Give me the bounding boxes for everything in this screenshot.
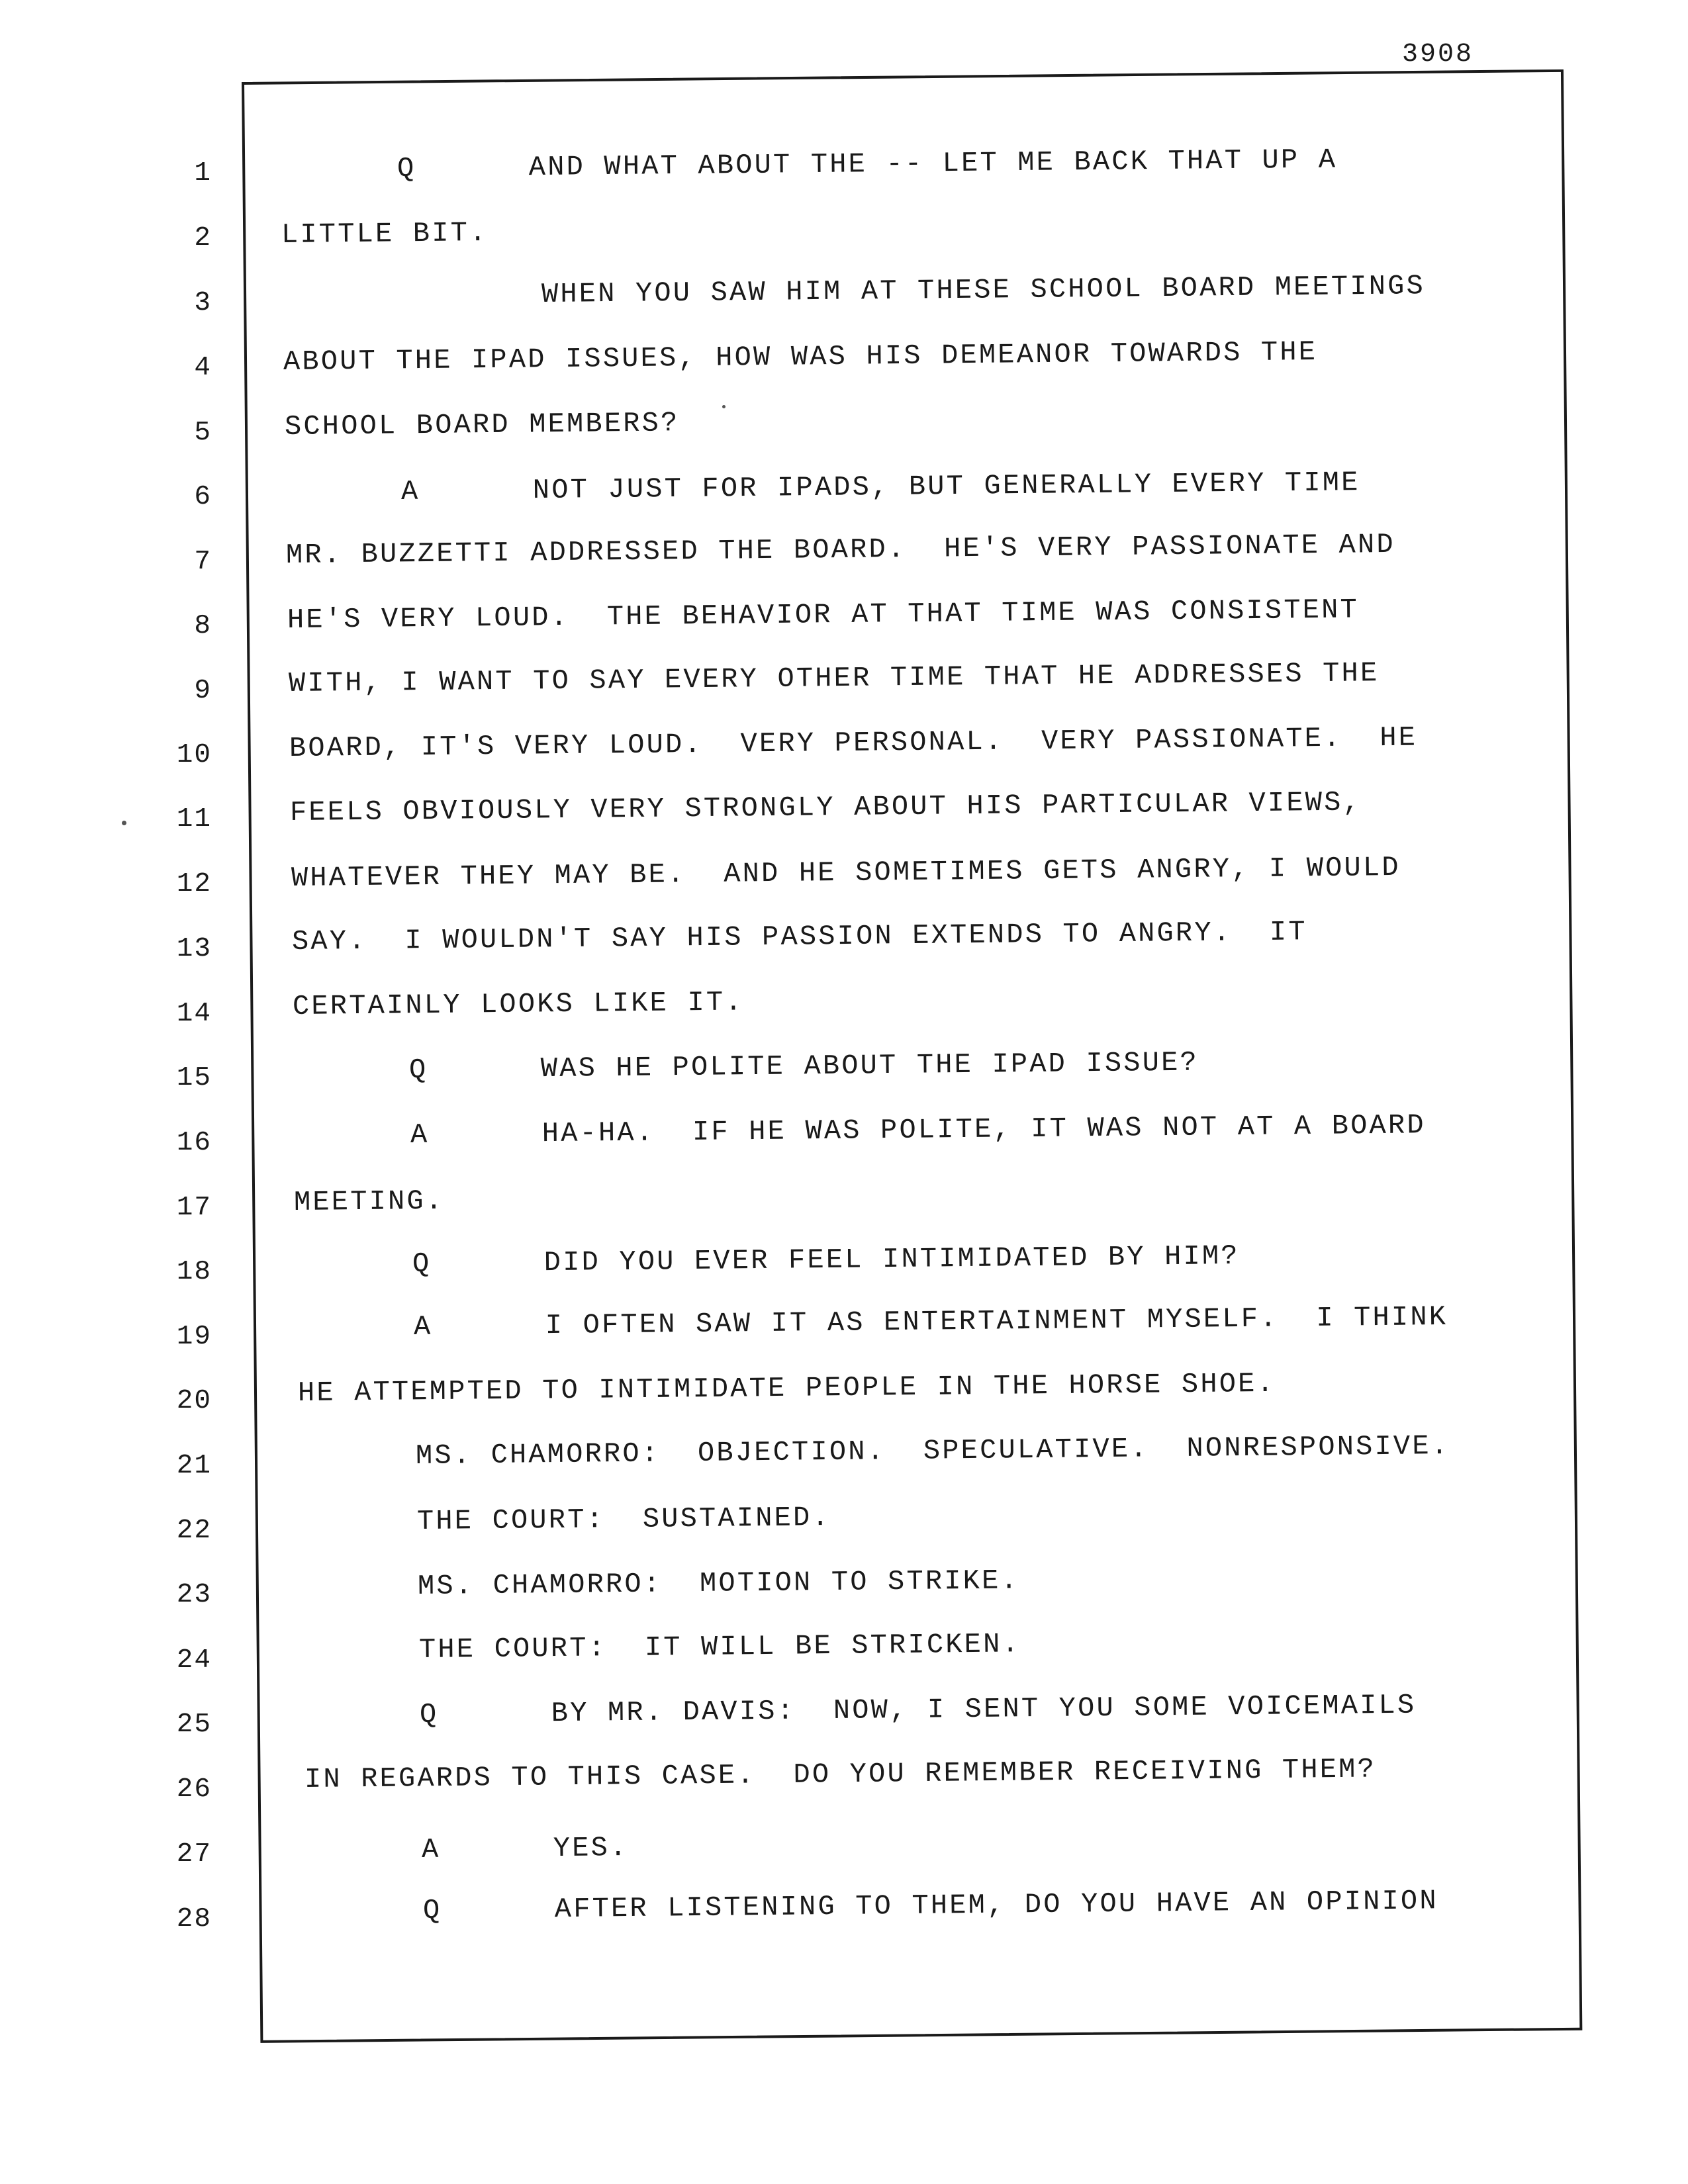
transcript-line: MR. BUZZETTI ADDRESSED THE BOARD. HE'S VERY PASSIONATE AND — [285, 528, 1395, 571]
line-number: 7 — [194, 547, 212, 577]
line-number: 28 — [176, 1904, 212, 1934]
transcript-line: A YES. — [421, 1832, 629, 1866]
transcript-line: A NOT JUST FOR IPADS, BUT GENERALLY EVERY TIME — [400, 467, 1360, 508]
line-number: 12 — [176, 869, 212, 899]
transcript-line: Q AFTER LISTENING TO THEM, DO YOU HAVE AN OPINION — [422, 1885, 1438, 1927]
transcript-line: Q AND WHAT ABOUT THE -- LET ME BACK THAT UP A — [397, 144, 1338, 185]
line-number: 21 — [176, 1451, 212, 1481]
transcript-line: WHATEVER THEY MAY BE. AND HE SOMETIMES GETS ANGRY, I WOULD — [291, 851, 1401, 894]
line-number: 26 — [176, 1774, 212, 1805]
line-number: 3 — [194, 288, 212, 318]
line-number: 20 — [176, 1386, 212, 1416]
line-number: 15 — [176, 1063, 212, 1093]
transcript-line: WITH, I WANT TO SAY EVERY OTHER TIME THAT HE ADDRESSES THE — [288, 657, 1380, 700]
transcript-line: THE COURT: IT WILL BE STRICKEN. — [418, 1628, 1021, 1666]
transcript-line: ABOUT THE IPAD ISSUES, HOW WAS HIS DEMEANOR TOWARDS THE — [283, 336, 1318, 378]
line-number: 25 — [176, 1709, 212, 1740]
line-number: 23 — [176, 1580, 212, 1610]
line-number: 19 — [176, 1322, 212, 1352]
transcript-line: Q WAS HE POLITE ABOUT THE IPAD ISSUE? — [408, 1046, 1199, 1086]
transcript-line: BOARD, IT'S VERY LOUD. VERY PERSONAL. VERY PASSIONATE. HE — [289, 721, 1418, 764]
line-number: 2 — [194, 223, 212, 253]
line-number: 13 — [176, 934, 212, 964]
line-number: 24 — [176, 1645, 212, 1676]
page-number: 3908 — [1402, 40, 1474, 69]
transcript-line: HE ATTEMPTED TO INTIMIDATE PEOPLE IN THE HORSE SHOE. — [297, 1367, 1276, 1409]
transcript-line: Q DID YOU EVER FEEL INTIMIDATED BY HIM? — [412, 1240, 1240, 1280]
transcript-line: A HA-HA. IF HE WAS POLITE, IT WAS NOT AT A BOARD — [410, 1109, 1426, 1151]
line-number: 22 — [176, 1516, 212, 1546]
line-number: 5 — [194, 418, 212, 448]
line-number: 14 — [176, 999, 212, 1029]
transcript-line: SCHOOL BOARD MEMBERS? — [284, 407, 680, 443]
transcript-line: THE COURT: SUSTAINED. — [416, 1502, 831, 1537]
line-number: 27 — [176, 1839, 212, 1870]
transcript-line: MS. CHAMORRO: MOTION TO STRIKE. — [417, 1565, 1020, 1602]
line-number: 9 — [194, 676, 212, 706]
line-number: 11 — [176, 804, 212, 835]
scan-speck — [122, 821, 126, 825]
transcript-line: SAY. I WOULDN'T SAY HIS PASSION EXTENDS TO ANGRY. IT — [291, 916, 1307, 958]
line-number: 16 — [176, 1128, 212, 1158]
scan-speck — [722, 405, 726, 408]
line-number: 10 — [176, 740, 212, 770]
transcript-line: IN REGARDS TO THIS CASE. DO YOU REMEMBER RECEIVING THEM? — [304, 1753, 1377, 1796]
transcript-line: FEELS OBVIOUSLY VERY STRONGLY ABOUT HIS PARTICULAR VIEWS, — [289, 786, 1362, 829]
line-number: 4 — [194, 353, 212, 383]
line-number: 6 — [194, 482, 212, 512]
transcript-line: Q BY MR. DAVIS: NOW, I SENT YOU SOME VOICEMAILS — [419, 1689, 1417, 1731]
transcript-line: MEETING. — [293, 1185, 445, 1218]
line-number: 17 — [176, 1193, 212, 1223]
transcript-line: A I OFTEN SAW IT AS ENTERTAINMENT MYSELF. I THINK — [413, 1301, 1448, 1343]
transcript-line: MS. CHAMORRO: OBJECTION. SPECULATIVE. NONRESPONSIVE. — [415, 1430, 1450, 1472]
transcript-line: CERTAINLY LOOKS LIKE IT. — [292, 986, 744, 1023]
transcript-line: WHEN YOU SAW HIM AT THESE SCHOOL BOARD MEETINGS — [541, 270, 1426, 310]
line-number: 1 — [194, 158, 212, 189]
transcript-line: LITTLE BIT. — [281, 217, 489, 251]
line-number: 8 — [194, 611, 212, 641]
line-number: 18 — [176, 1257, 212, 1287]
transcript-line: HE'S VERY LOUD. THE BEHAVIOR AT THAT TIME WAS CONSISTENT — [287, 594, 1360, 636]
